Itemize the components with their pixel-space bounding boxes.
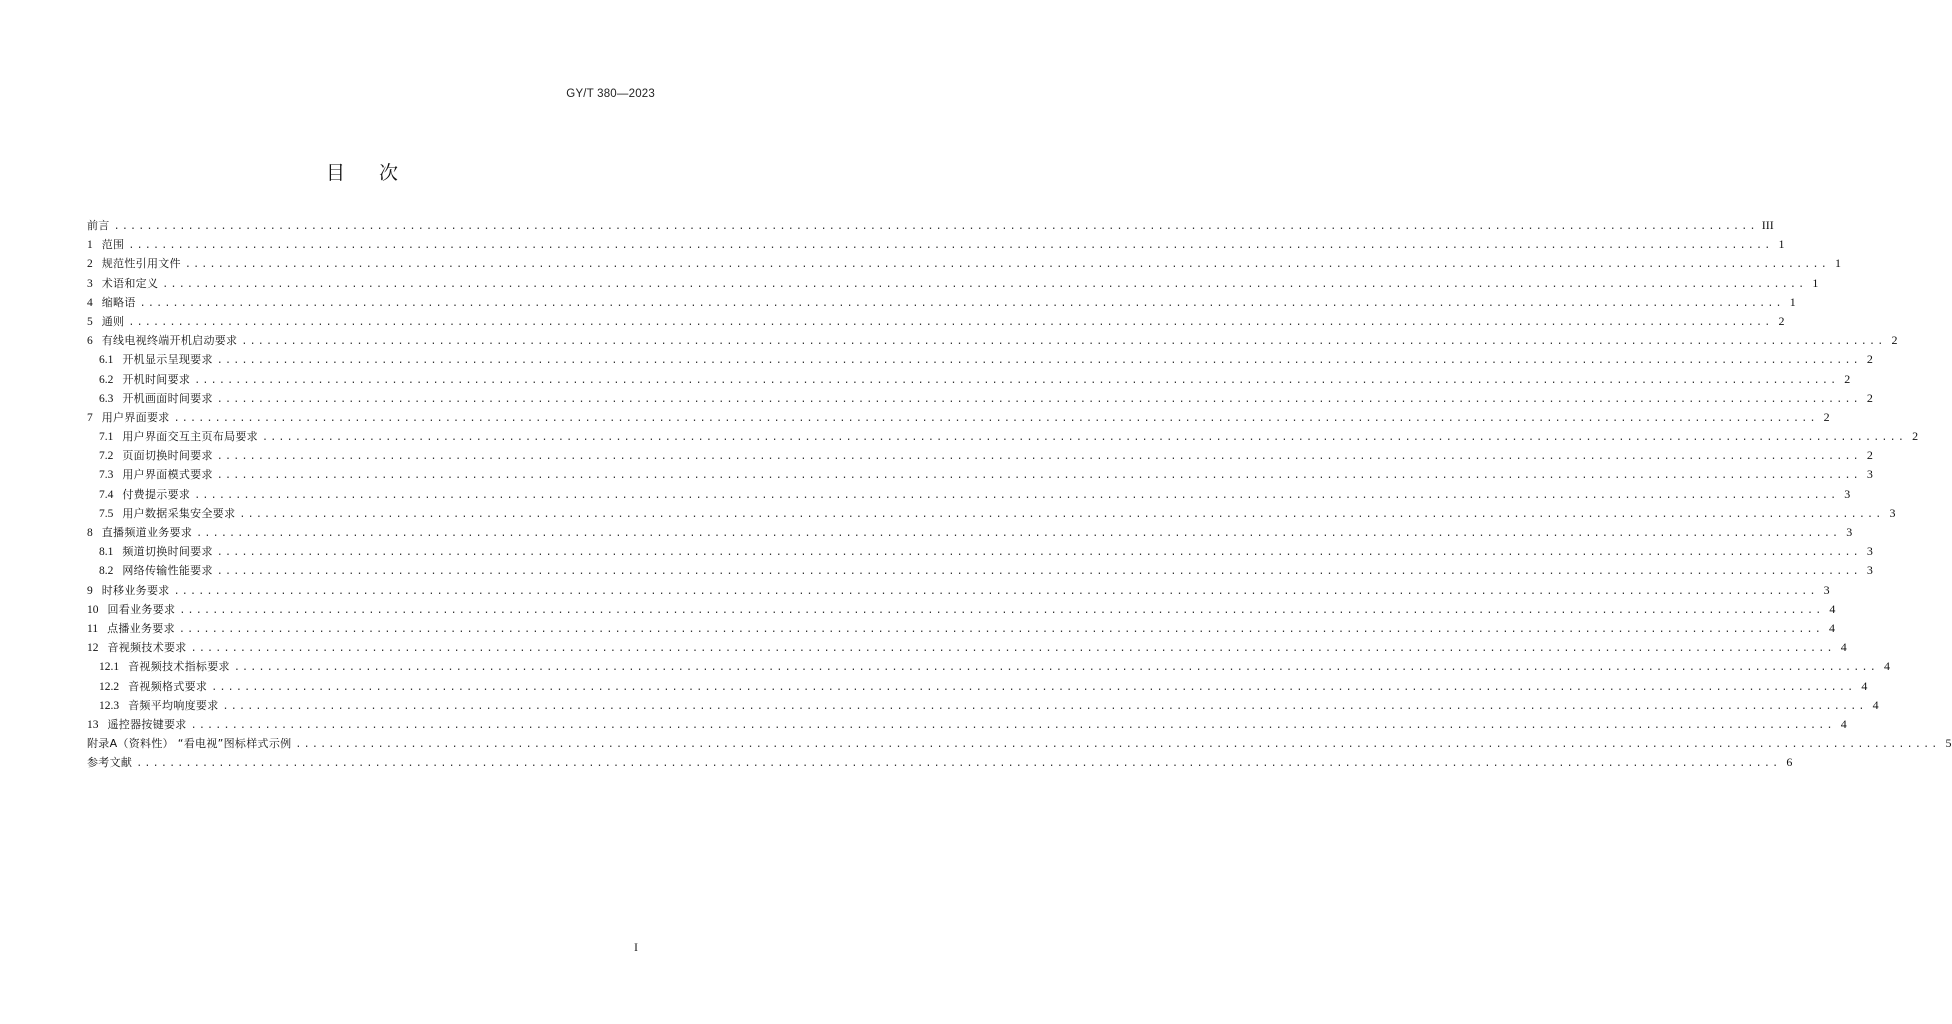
toc-dot-leader: ........................................................................................................................................................................................................ xyxy=(241,336,1886,348)
toc-entry[interactable] xyxy=(87,465,1873,484)
toc-entry-number: 3 xyxy=(87,277,93,290)
page-title: 目 次 xyxy=(325,162,413,184)
toc-entry-page: 3 xyxy=(1846,525,1853,539)
toc-entry-title: 回看业务要求 xyxy=(107,602,176,616)
toc-entry[interactable] xyxy=(87,677,1868,696)
toc-entry[interactable] xyxy=(87,696,1879,715)
toc-entry-number: 12 xyxy=(87,642,99,655)
toc-entry[interactable] xyxy=(87,485,1851,504)
toc-entry[interactable] xyxy=(87,427,1919,446)
toc-entry-title: 规范性引用文件 xyxy=(101,257,181,271)
toc-entry-page: 3 xyxy=(1866,467,1873,482)
toc-entry-page: 1 xyxy=(1778,237,1785,252)
toc-entry-number: 4 xyxy=(87,296,93,309)
toc-entry[interactable] xyxy=(87,350,1873,369)
toc-dot-leader: ........................................................................................................................................................................................................ xyxy=(194,489,1839,501)
toc-entry-title: 用户界面交互主页布局要求 xyxy=(122,430,258,444)
standard-code: GY/T 380—2023 xyxy=(566,88,655,100)
toc-entry-page: 2 xyxy=(1823,409,1830,424)
toc-entry[interactable] xyxy=(87,638,1847,657)
table-of-contents xyxy=(87,216,1952,772)
toc-entry-number: 5 xyxy=(87,315,93,328)
toc-entry[interactable] xyxy=(87,312,1785,331)
toc-entry-page: 4 xyxy=(1829,620,1835,635)
toc-dot-leader: ........................................................................................................................................................................................................ xyxy=(179,604,1824,616)
toc-dot-leader: ........................................................................................................................................................................................................ xyxy=(136,758,1781,770)
toc-entry-number: 7.5 xyxy=(99,507,114,520)
toc-entry[interactable] xyxy=(87,657,1890,676)
toc-dot-leader: ........................................................................................................................................................................................................ xyxy=(178,623,1823,635)
toc-entry-page: 2 xyxy=(1844,371,1851,386)
toc-entry-title: 频道切换时间要求 xyxy=(122,545,213,559)
toc-entry-page: 1 xyxy=(1789,294,1796,309)
toc-entry[interactable] xyxy=(87,734,1952,753)
toc-dot-leader: ........................................................................................................................................................................................................ xyxy=(196,528,1841,539)
toc-entry-title: 用户界面要求 xyxy=(101,410,170,424)
toc-entry[interactable] xyxy=(87,331,1898,350)
toc-entry-title: 前言 xyxy=(87,219,110,232)
page-number: I xyxy=(634,940,638,954)
toc-entry-page: 3 xyxy=(1866,563,1873,578)
toc-dot-leader: ........................................................................................................................................................................................................ xyxy=(184,259,1829,271)
toc-entry-title: 术语和定义 xyxy=(101,276,159,290)
toc-entry-title: 直播频道业务要求 xyxy=(101,526,193,539)
toc-entry-number: 6.3 xyxy=(99,392,114,405)
toc-entry-title: 付费提示要求 xyxy=(122,487,191,501)
toc-entry-number: 8 xyxy=(87,527,93,539)
toc-entry-page: 2 xyxy=(1866,448,1873,463)
toc-dot-leader: ........................................................................................................................................................................................................ xyxy=(162,278,1807,290)
toc-dot-leader: ........................................................................................................................................................................................................ xyxy=(216,547,1861,559)
toc-entry-number: 8.1 xyxy=(99,546,114,559)
toc-entry-page: 2 xyxy=(1866,390,1873,405)
toc-entry[interactable] xyxy=(87,619,1835,638)
toc-entry-page: 6 xyxy=(1786,755,1793,770)
toc-entry[interactable] xyxy=(87,235,1785,254)
toc-entry[interactable] xyxy=(87,561,1873,580)
toc-entry-number: 11 xyxy=(87,622,99,635)
toc-entry-title: 遥控器按键要求 xyxy=(107,717,187,731)
toc-entry[interactable] xyxy=(87,715,1847,734)
toc-entry-page: 3 xyxy=(1889,505,1896,520)
toc-entry-number: 12.2 xyxy=(99,680,120,693)
toc-dot-leader: ........................................................................................................................................................................................................ xyxy=(216,393,1861,405)
toc-dot-leader: ........................................................................................................................................................................................................ xyxy=(233,662,1878,674)
toc-entry[interactable] xyxy=(87,446,1873,465)
toc-entry[interactable] xyxy=(87,600,1836,619)
toc-entry-page: 2 xyxy=(1912,429,1919,444)
toc-entry-page: 2 xyxy=(1778,313,1785,328)
toc-entry-title: 开机时间要求 xyxy=(122,372,191,386)
toc-entry[interactable] xyxy=(87,504,1896,523)
toc-entry-title: 用户数据采集安全要求 xyxy=(122,506,236,520)
toc-entry-page: 4 xyxy=(1829,601,1836,616)
toc-dot-leader: ........................................................................................................................................................................................................ xyxy=(173,412,1818,424)
toc-entry-number: 10 xyxy=(87,603,99,616)
toc-entry[interactable] xyxy=(87,274,1819,293)
toc-entry-number: 6 xyxy=(87,335,93,348)
toc-entry[interactable] xyxy=(87,523,1853,542)
toc-entry[interactable] xyxy=(87,254,1841,273)
toc-dot-leader: ........................................................................................................................................................................................................ xyxy=(216,470,1861,482)
toc-entry-title: 时移业务要求 xyxy=(101,583,170,597)
toc-dot-leader: ........................................................................................................................................................................................................ xyxy=(194,374,1839,386)
toc-entry-title: 音频平均响度要求 xyxy=(128,698,219,712)
toc-entry-page: III xyxy=(1761,218,1774,232)
toc-entry-title: 参考文献 xyxy=(87,756,133,770)
toc-entry-title: 通则 xyxy=(101,314,125,328)
toc-dot-leader: ........................................................................................................................................................................................................ xyxy=(128,240,1773,252)
toc-dot-leader: ........................................................................................................................................................................................................ xyxy=(216,355,1861,367)
toc-entry-title: 音视频技术要求 xyxy=(107,641,187,655)
toc-entry-number: 13 xyxy=(87,718,99,731)
toc-entry-page: 5 xyxy=(1945,736,1952,751)
toc-entry[interactable] xyxy=(87,753,1793,772)
toc-entry-page: 4 xyxy=(1840,716,1847,731)
toc-dot-leader: ........................................................................................................................................................................................................ xyxy=(128,316,1773,328)
toc-entry-title: 点播业务要求 xyxy=(107,621,175,635)
toc-entry-title: 页面切换时间要求 xyxy=(122,449,213,463)
toc-entry[interactable] xyxy=(87,581,1830,600)
toc-dot-leader: ........................................................................................................................................................................................................ xyxy=(261,432,1907,444)
toc-entry-title: 附录A（资料性） “看电视”图标样式示例 xyxy=(87,737,292,751)
toc-entry-page: 3 xyxy=(1844,486,1851,501)
toc-entry-title: 网络传输性能要求 xyxy=(122,564,213,578)
toc-dot-leader: ........................................................................................................................................................................................................ xyxy=(211,681,1856,693)
toc-entry-number: 2 xyxy=(87,258,93,271)
toc-dot-leader: ........................................................................................................................................................................................................ xyxy=(190,643,1835,655)
toc-entry-number: 6.2 xyxy=(99,373,114,386)
toc-dot-leader: ........................................................................................................................................................................................................ xyxy=(216,566,1861,578)
toc-dot-leader: ........................................................................................................................................................................................................ xyxy=(173,585,1818,597)
toc-entry-title: 用户界面模式要求 xyxy=(122,468,213,482)
toc-entry-page: 4 xyxy=(1861,678,1868,693)
toc-entry-page: 1 xyxy=(1834,256,1841,271)
toc-entry-title: 范围 xyxy=(101,238,125,252)
toc-entry[interactable] xyxy=(87,370,1851,389)
toc-entry-page: 3 xyxy=(1866,544,1873,559)
toc-dot-leader: ........................................................................................................................................................................................................ xyxy=(222,700,1867,712)
toc-entry-number: 7.4 xyxy=(99,488,114,501)
toc-entry-number: 7.3 xyxy=(99,469,114,482)
toc-entry-title: 缩略语 xyxy=(101,295,136,309)
toc-entry-page: 2 xyxy=(1891,333,1898,348)
toc-dot-leader: ........................................................................................................................................................................................................ xyxy=(216,451,1861,463)
toc-dot-leader: ........................................................................................................................................................................................................ xyxy=(113,221,1758,232)
toc-entry-page: 3 xyxy=(1823,582,1830,597)
toc-entry-number: 12.3 xyxy=(99,699,120,712)
toc-entry[interactable] xyxy=(87,408,1830,427)
toc-entry-number: 7.1 xyxy=(99,431,114,444)
toc-entry-number: 12.1 xyxy=(99,661,120,674)
toc-entry-number: 9 xyxy=(87,584,93,597)
toc-entry-page: 1 xyxy=(1812,275,1819,290)
toc-entry-title: 开机画面时间要求 xyxy=(122,391,213,405)
toc-entry-page: 4 xyxy=(1883,659,1890,674)
toc-entry-page: 4 xyxy=(1872,697,1879,712)
toc-entry-number: 7.2 xyxy=(99,450,114,463)
toc-dot-leader: ........................................................................................................................................................................................................ xyxy=(139,297,1784,309)
toc-entry[interactable] xyxy=(87,216,1774,235)
toc-entry[interactable] xyxy=(87,389,1873,408)
toc-entry-title: 音视频格式要求 xyxy=(128,679,208,693)
toc-entry-number: 6.1 xyxy=(99,354,114,367)
toc-dot-leader: ........................................................................................................................................................................................................ xyxy=(239,508,1884,520)
toc-entry[interactable] xyxy=(87,293,1796,312)
toc-entry-page: 4 xyxy=(1840,640,1847,655)
toc-dot-leader: ........................................................................................................................................................................................................ xyxy=(295,739,1940,751)
toc-entry-page: 2 xyxy=(1866,352,1873,367)
toc-entry-title: 开机显示呈现要求 xyxy=(122,353,213,367)
toc-entry-number: 1 xyxy=(87,239,93,252)
toc-entry-title: 有线电视终端开机启动要求 xyxy=(101,334,238,348)
toc-entry-number: 8.2 xyxy=(99,565,114,578)
toc-entry[interactable] xyxy=(87,542,1873,561)
toc-dot-leader: ........................................................................................................................................................................................................ xyxy=(190,719,1835,731)
toc-entry-title: 音视频技术指标要求 xyxy=(128,660,230,674)
toc-entry-number: 7 xyxy=(87,411,93,424)
